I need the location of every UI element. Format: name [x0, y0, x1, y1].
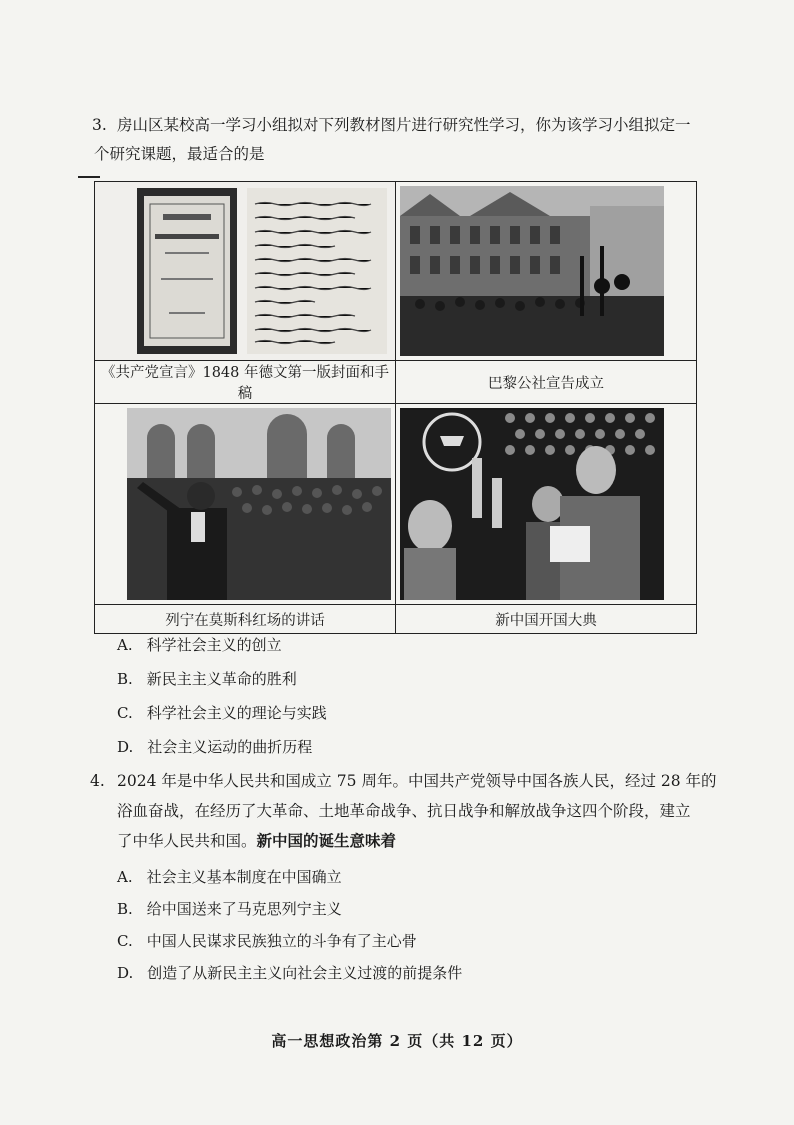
- page-footer: 高一思想政治第 2 页（共 12 页）: [271, 1032, 523, 1050]
- founding-ceremony-image: [400, 408, 664, 600]
- paris-commune-image: [400, 186, 664, 356]
- option-letter: A.: [117, 636, 133, 654]
- option-text: 中国人民谋求民族独立的斗争有了主心骨: [146, 932, 417, 950]
- option-letter: B.: [117, 900, 133, 918]
- option-text: 科学社会主义的理论与实践: [146, 704, 327, 722]
- image-cell-founding-ceremony: [396, 404, 697, 605]
- option-letter: C.: [117, 932, 133, 950]
- q3-option-d[interactable]: [117, 736, 312, 757]
- image-cell-manifesto: [95, 182, 396, 361]
- q3-option-a[interactable]: [117, 634, 282, 655]
- lenin-speech-image: [127, 408, 391, 600]
- caption-lenin: 列宁在莫斯科红场的讲话: [95, 605, 396, 634]
- question-3-stem-line-1: 房山区某校高一学习小组拟对下列教材图片进行研究性学习，你为该学习小组拟定一: [117, 116, 691, 134]
- image-cell-lenin: [95, 404, 396, 605]
- question-4-stem-line-3b: 新中国的诞生意味着: [256, 831, 397, 850]
- option-text: 创造了从新民主主义向社会主义过渡的前提条件: [147, 964, 463, 982]
- q3-option-c[interactable]: [117, 702, 327, 723]
- option-text: 社会主义运动的曲折历程: [147, 738, 313, 756]
- option-letter: C.: [117, 704, 133, 722]
- q4-option-b[interactable]: [117, 898, 342, 919]
- caption-manifesto: 《共产党宣言》1848 年德文第一版封面和手稿: [95, 361, 396, 404]
- manifesto-image: [95, 182, 396, 360]
- question-4-stem-line-3a: 了中华人民共和国。: [117, 832, 257, 850]
- q3-option-b[interactable]: [117, 668, 297, 689]
- option-text: 新民主主义革命的胜利: [146, 670, 297, 688]
- option-text: 给中国送来了马克思列宁主义: [146, 900, 342, 918]
- option-letter: A.: [117, 868, 133, 886]
- margin-rule: [78, 176, 100, 178]
- image-cell-paris-commune: [396, 182, 697, 361]
- question-3-number: 3.: [92, 116, 107, 134]
- question-4-stem-line-1: 2024 年是中华人民共和国成立 75 周年。中国共产党领导中国各族人民，经过 28 年的: [117, 772, 717, 790]
- option-text: 科学社会主义的创立: [146, 636, 282, 654]
- caption-founding-ceremony: 新中国开国大典: [396, 605, 697, 634]
- option-letter: B.: [117, 670, 133, 688]
- caption-paris-commune: 巴黎公社宣告成立: [396, 361, 697, 404]
- option-letter: D.: [117, 738, 134, 756]
- image-table: [94, 181, 697, 634]
- question-4-number: 4.: [90, 772, 105, 790]
- question-3-stem-line-2: 个研究课题，最适合的是: [94, 145, 265, 163]
- q4-option-d[interactable]: [117, 962, 462, 983]
- option-letter: D.: [117, 964, 134, 982]
- question-4-stem-line-2: 浴血奋战，在经历了大革命、土地革命战争、抗日战争和解放战争这四个阶段，建立: [117, 802, 691, 820]
- question-4-stem-line-3: [117, 830, 396, 852]
- q4-option-c[interactable]: [117, 930, 417, 951]
- q4-option-a[interactable]: [117, 866, 342, 887]
- option-text: 社会主义基本制度在中国确立: [146, 868, 342, 886]
